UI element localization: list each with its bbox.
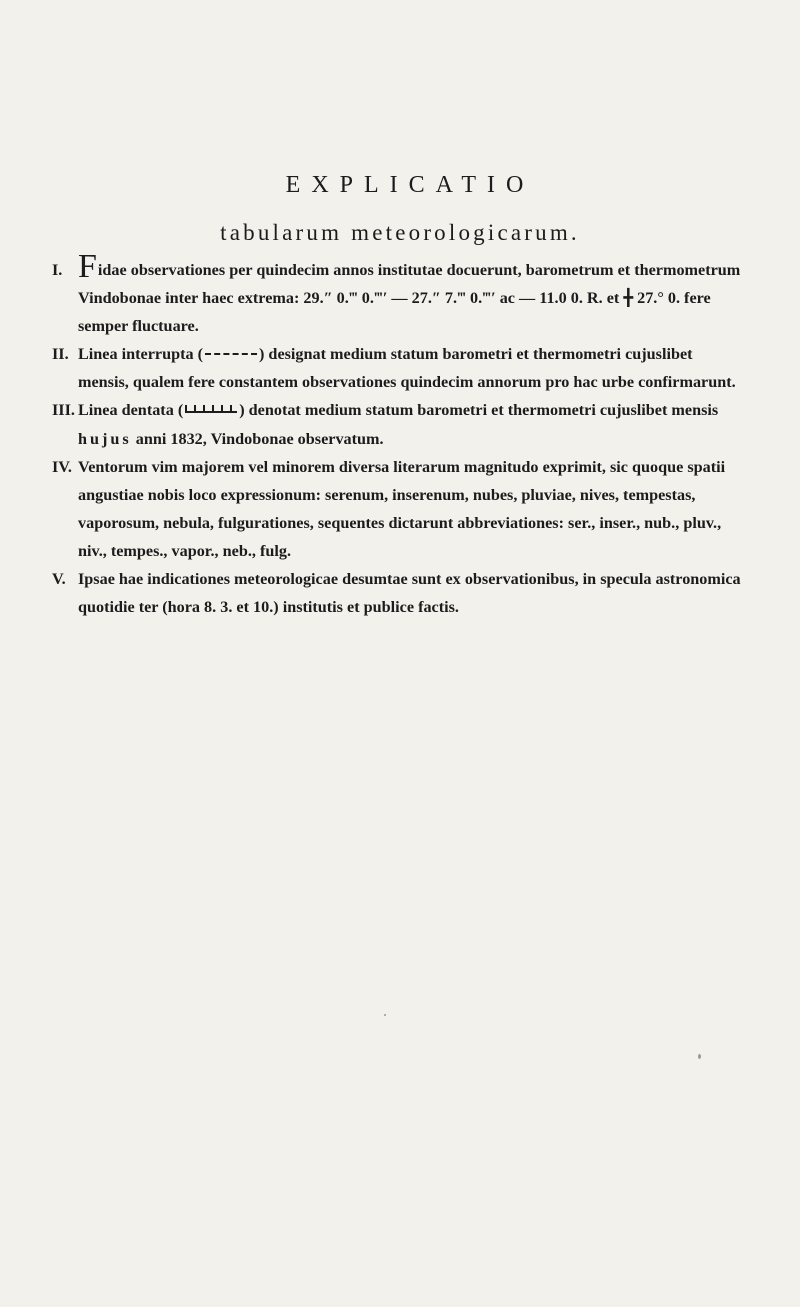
toothed-line-symbol	[185, 405, 237, 413]
paragraph-text: idae observationes per quindecim annos institutae docuerunt, barometrum et thermometrum Vindobonae inter haec extrema: 29.″ 0.‴ 0.‴′ — 27.″ 7.‴ 0.‴′ ac — 11.0 0. R. et ╋ 27.° 0. fere semper fluctuare.	[78, 261, 741, 336]
paragraph-3	[52, 396, 742, 452]
paragraph-text-start: Linea interrupta (	[78, 345, 203, 364]
page-title: EXPLICATIO	[285, 172, 535, 198]
paragraph-text: Ipsae hae indicationes meteorologicae desumtae sunt ex observationibus, in specula astronomica quotidie ter (hora 8. 3. et 10.) institutis et publice factis.	[78, 570, 741, 617]
paragraph-text: Ventorum vim majorem vel minorem diversa literarum magnitudo exprimit, sic quoque spatii angustiae nobis loco expressionum: serenum, inserenum, nubes, pluviae, nives, tempestas, vaporosum, nebula, fulgurationes, sequentes dictarunt abbreviationes: ser., inser., nub., pluv., niv., tempes., vapor., neb., fulg.	[78, 457, 726, 560]
paragraph-text-middle: ) denotat medium statum barometri et thermometri cujuslibet mensis	[239, 401, 719, 420]
paragraph-number: III.	[52, 401, 75, 420]
drop-cap: F	[78, 248, 97, 285]
paragraph-1	[52, 248, 742, 340]
dashed-line-symbol	[205, 353, 257, 355]
paragraph-number: IV.	[52, 457, 72, 476]
emphasized-word: hujus	[78, 429, 132, 448]
paper-speck	[384, 1014, 386, 1016]
paragraph-number: I.	[52, 261, 63, 279]
paragraph-text-start: Linea dentata (	[78, 401, 184, 420]
explanation-body	[52, 248, 742, 621]
paragraph-number: II.	[52, 345, 69, 364]
paragraph-2	[52, 340, 742, 396]
paragraph-number: V.	[52, 570, 66, 589]
paragraph-4	[52, 453, 742, 565]
paper-speck	[698, 1054, 701, 1059]
page-subtitle: tabularum meteorologicarum.	[220, 220, 580, 245]
paragraph-text-end: ) designat medium statum barometri et thermometri cujuslibet mensis, qualem fere constantem observationes quindecim annorum pro hac urbe confirmarunt.	[78, 345, 736, 392]
paragraph-text-end: anni 1832, Vindobonae observatum.	[135, 429, 384, 448]
paragraph-5	[52, 565, 742, 621]
